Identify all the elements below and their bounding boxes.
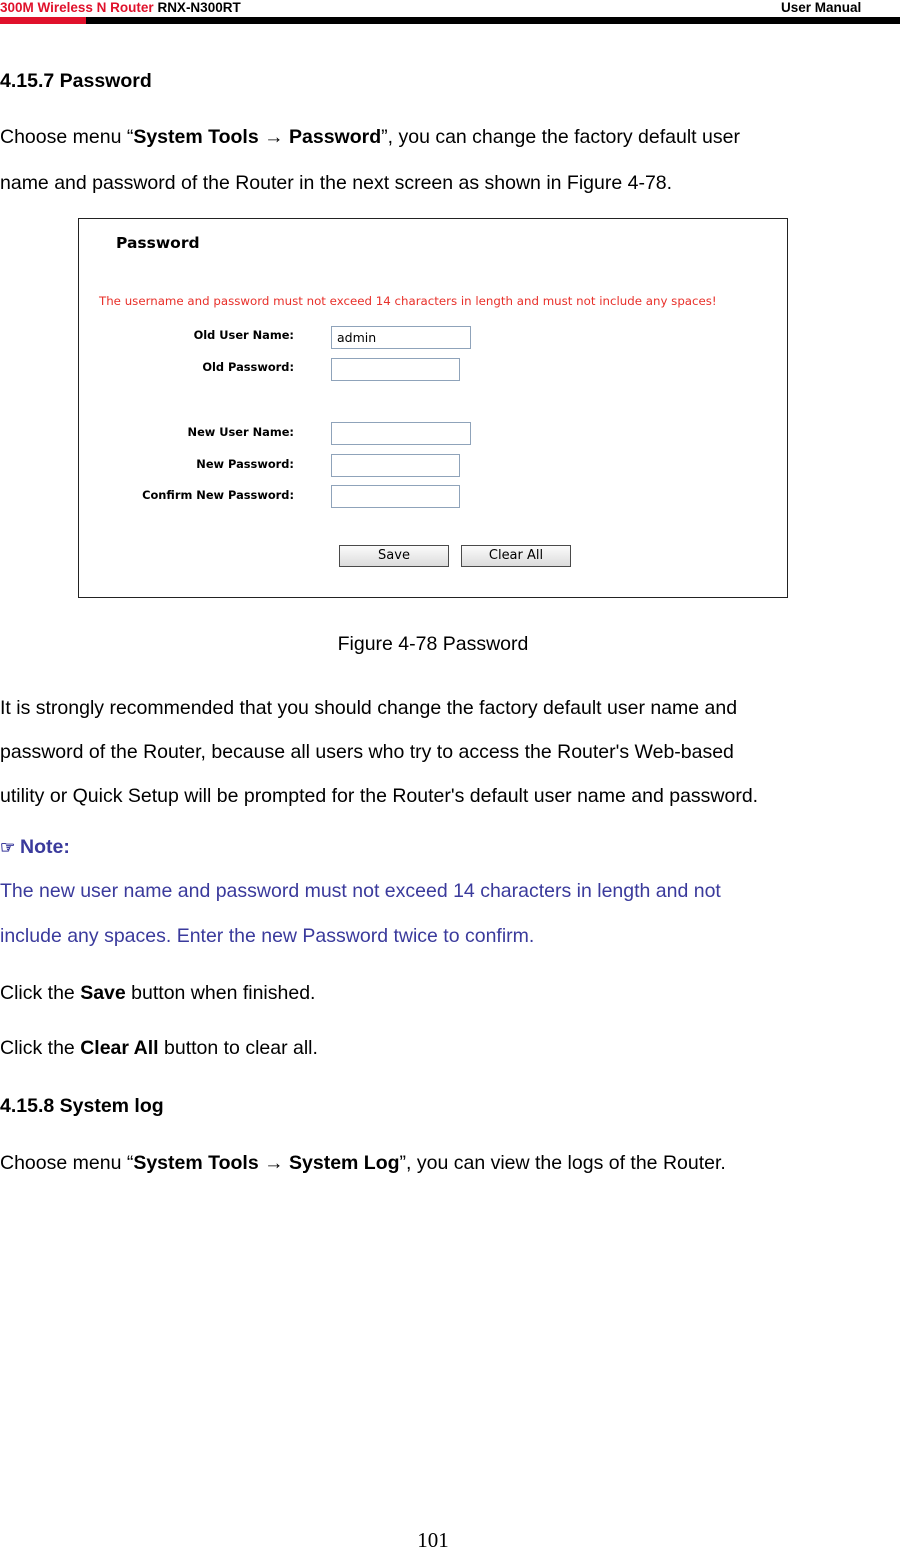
save-instruction-bold: Save: [80, 982, 126, 1004]
new-password-label: New Password:: [196, 457, 294, 471]
section-heading-password: 4.15.7 Password: [0, 70, 152, 92]
note-line1: The new user name and password must not exceed 14 characters in length and not: [0, 880, 721, 902]
arrow-text: →: [258, 126, 290, 148]
body-paragraph-line1: It is strongly recommended that you should change the factory default user name and: [0, 697, 738, 719]
section-heading-system-log: 4.15.8 System log: [0, 1095, 164, 1117]
header-rule: [0, 17, 900, 24]
header-model: RNX-N300RT: [153, 0, 241, 15]
menu-system-tools: System Tools: [133, 126, 259, 148]
new-password-input[interactable]: [331, 454, 460, 477]
clear-all-button[interactable]: Clear All: [461, 545, 571, 567]
old-password-label: Old Password:: [202, 360, 294, 374]
header-product-red: 300M Wireless N Router: [0, 0, 154, 15]
intro-text-post: ”, you can view the logs of the Router.: [399, 1152, 726, 1174]
save-instruction: [0, 981, 315, 1005]
body-paragraph-line3: utility or Quick Setup will be prompted for the Router's default user name and password.: [0, 785, 759, 807]
figure-warning: The username and password must not exceed 14 characters in length and must not include any spaces!: [99, 294, 717, 308]
menu-system-tools: System Tools: [133, 1152, 259, 1174]
note-label: Note:: [20, 836, 70, 858]
note-line2: include any spaces. Enter the new Password twice to confirm.: [0, 925, 535, 947]
password-screenshot-figure: [78, 218, 788, 598]
confirm-password-label: Confirm New Password:: [142, 488, 294, 502]
figure-caption: Figure 4-78 Password: [337, 633, 529, 655]
clear-instruction-post: button to clear all.: [158, 1037, 318, 1059]
header-product: [0, 0, 241, 15]
clear-instruction-pre: Click the: [0, 1037, 81, 1059]
save-button[interactable]: Save: [339, 545, 449, 567]
page-number: 101: [417, 1528, 449, 1552]
clear-instruction-bold: Clear All: [80, 1037, 159, 1059]
new-user-name-input[interactable]: [331, 422, 471, 445]
figure-title: Password: [116, 234, 200, 252]
old-user-name-label: Old User Name:: [193, 328, 294, 342]
pointing-hand-icon: ☞: [0, 838, 16, 857]
section1-intro-line2: name and password of the Router in the next screen as shown in Figure 4-78.: [0, 172, 673, 194]
body-paragraph-line2: password of the Router, because all users who try to access the Router's Web-based: [0, 741, 734, 763]
save-instruction-pre: Click the: [0, 982, 81, 1004]
section2-intro: [0, 1151, 726, 1175]
confirm-password-input[interactable]: [331, 485, 460, 508]
intro-text-post: ”, you can change the factory default user: [381, 126, 740, 148]
note-heading: [0, 835, 70, 860]
save-instruction-post: button when finished.: [125, 982, 316, 1004]
old-password-input[interactable]: [331, 358, 460, 381]
menu-system-log: System Log: [289, 1152, 400, 1174]
section1-intro-line1: [0, 125, 740, 149]
header-manual-label: User Manual: [781, 0, 862, 15]
clear-instruction: [0, 1036, 318, 1060]
intro-text: Choose menu “: [0, 1152, 134, 1174]
old-user-name-input[interactable]: admin: [331, 326, 471, 349]
page-header: [0, 0, 900, 24]
new-user-name-label: New User Name:: [187, 425, 294, 439]
menu-password: Password: [289, 126, 382, 148]
arrow-text: →: [258, 1152, 290, 1174]
intro-text: Choose menu “: [0, 126, 134, 148]
header-rule-accent: [0, 17, 86, 24]
